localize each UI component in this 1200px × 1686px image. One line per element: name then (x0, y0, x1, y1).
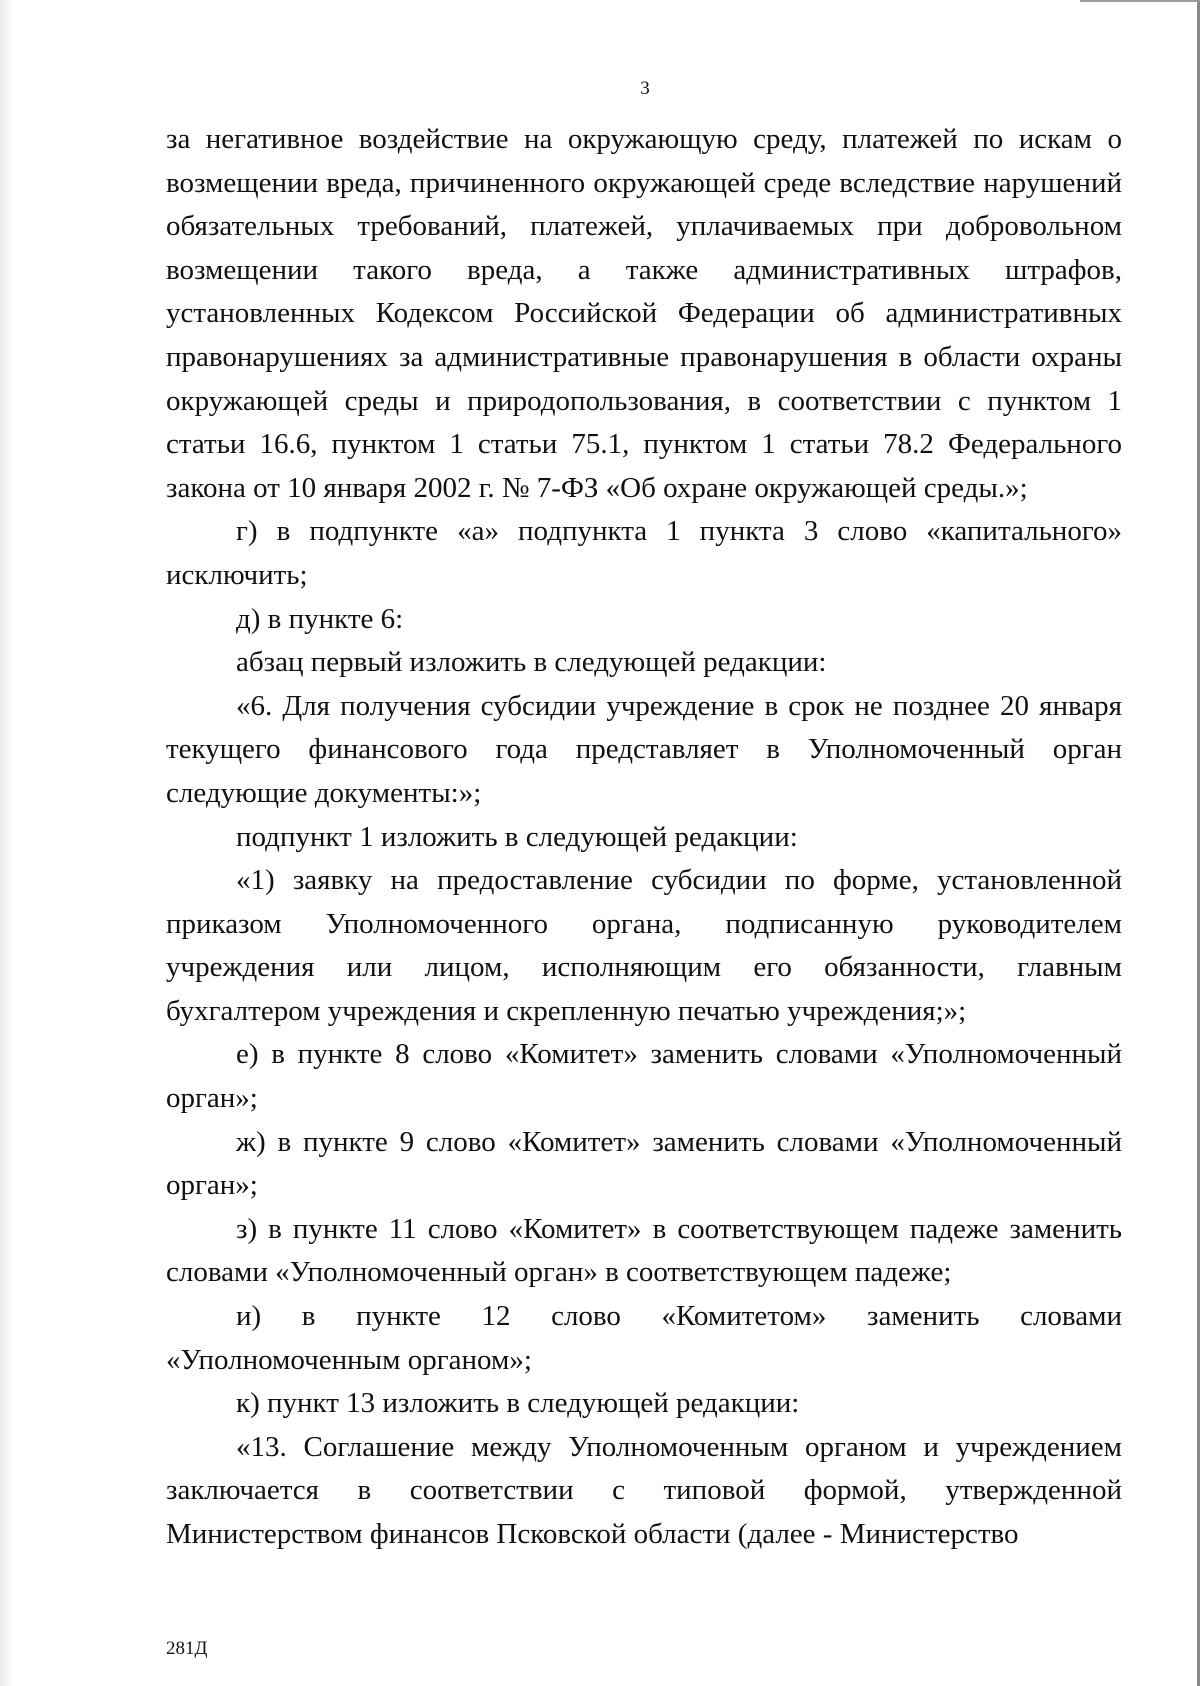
paragraph-item-g: г) в подпункте «а» подпункта 1 пункта 3 слово «капитального» исключить; (166, 515, 1122, 591)
paragraph-continuation: за негативное воздействие на окружающую среду, платежей по искам о возмещении вреда, причиненного окружающей среде вследствие нарушений обязательных требований, платежей, уплачиваемых при добровольном возмещении такого вреда, а также административных штрафов, установленных Кодексом Российской Федерации об административных правонарушениях за административные правонарушения в области охраны окружающей среды и природопользования, в соответствии с пунктом 1 статьи 16.6, пунктом 1 статьи 75.1, пунктом 1 статьи 78.2 Федерального закона от 10 января 2002 г. № 7-ФЗ «Об охране окружающей среды.»; (166, 123, 1122, 504)
paragraph-item-z: з) в пункте 11 слово «Комитет» в соответствующем падеже заменить словами «Уполномоченный орган» в соответствующем падеже; (166, 1212, 1122, 1289)
paragraph-subitem-1-header: подпункт 1 изложить в следующей редакции: (236, 820, 798, 853)
paragraph-item-i: и) в пункте 12 слово «Комитетом» заменить словами «Уполномоченным органом»; (166, 1300, 1122, 1376)
paragraph-item-d: д) в пункте 6: (236, 602, 404, 635)
scan-left-edge (0, 0, 14, 1686)
paragraph-quote-13: «13. Соглашение между Уполномоченным органом и учреждением заключается в соответствии с типовой формой, утвержденной Министерством финансов Псковской области (далее - Министерство (166, 1430, 1122, 1550)
paragraph-quote-1: «1) заявку на предоставление субсидии по форме, установленной приказом Уполномоченного органа, подписанную руководителем учреждения или лицом, исполняющим его обязанности, главным бухгалтером учреждения и скрепленную печатью учреждения;»; (166, 864, 1122, 1027)
paragraph-item-k: к) пункт 13 изложить в следующей редакции: (236, 1387, 800, 1420)
paragraph-item-e: е) в пункте 8 слово «Комитет» заменить словами «Уполномоченный орган»; (166, 1038, 1122, 1115)
paragraph-quote-6: «6. Для получения субсидии учреждение в срок не позднее 20 января текущего финансового года представляет в Уполномоченный орган следующие документы:»; (166, 689, 1122, 809)
document-body (166, 118, 1122, 1557)
scan-top-right-mark (1080, 0, 1200, 2)
page-number: 3 (640, 78, 650, 99)
document-code: 281Д (166, 1638, 208, 1659)
paragraph-abzac-first: абзац первый изложить в следующей редакции: (236, 646, 827, 679)
paragraph-item-zh: ж) в пункте 9 слово «Комитет» заменить словами «Уполномоченный орган»; (166, 1125, 1122, 1202)
